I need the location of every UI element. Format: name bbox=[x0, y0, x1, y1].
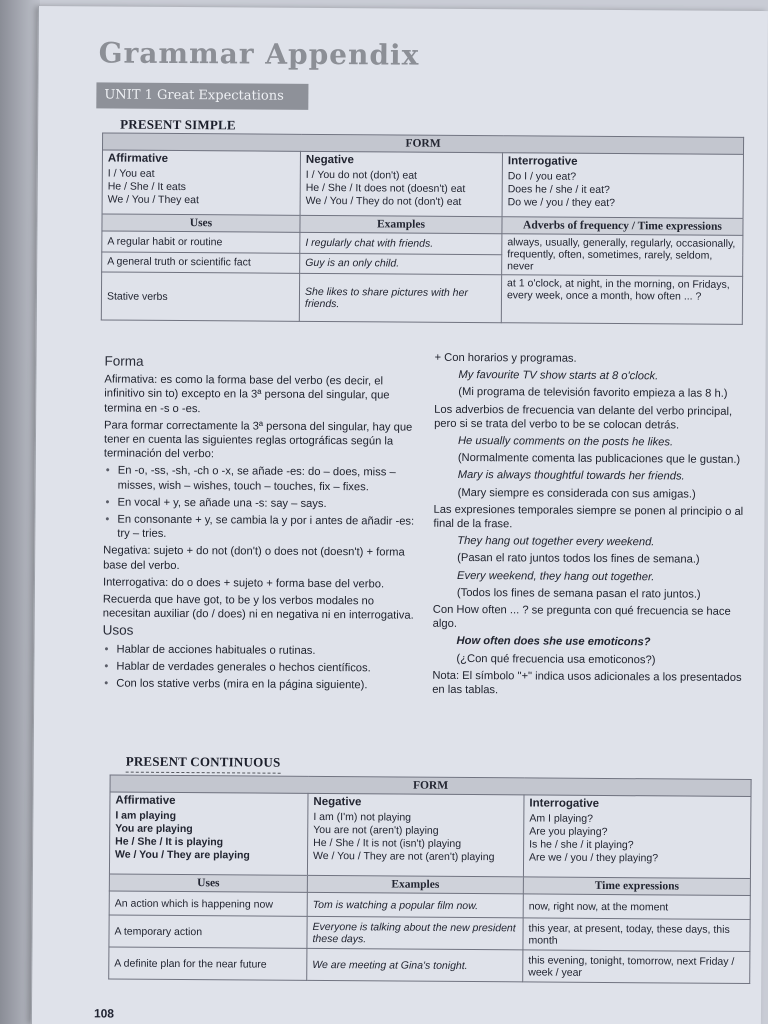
form-line: Are we / you / they playing? bbox=[529, 851, 659, 865]
present-simple-title-text: PRESENT SIMPLE bbox=[120, 116, 236, 133]
form-line: I / You do not (don't) eat bbox=[305, 168, 418, 182]
example-cell: We are meeting at Gina's tonight. bbox=[307, 948, 523, 982]
adverbs-header: Adverbs of frequency / Time expressions bbox=[502, 217, 743, 236]
paragraph: Para formar correctamente la 3ª persona del singular, hay que tener en cuenta las siguientes reglas ortográficas según la terminación del verbo: bbox=[103, 419, 413, 461]
notes-column bbox=[432, 351, 746, 702]
form-line: He / She / It does not (doesn't) eat bbox=[305, 181, 466, 195]
form-line: We / You / They eat bbox=[107, 193, 199, 207]
paragraph: Los adverbios de frecuencia van delante del verbo principal, pero si se trata del verbo to be se colocan detrás. bbox=[434, 403, 733, 432]
interrogative-label: Interrogative bbox=[507, 155, 578, 168]
example-translation: (Normalmente comenta las publicaciones que le gustan.) bbox=[457, 452, 741, 467]
form-header: FORM bbox=[110, 775, 751, 796]
form-line: He / She / It is playing bbox=[115, 835, 224, 849]
page-title: Grammar Appendix bbox=[98, 36, 420, 72]
use-cell: A regular habit or routine bbox=[102, 231, 300, 253]
rule-bullet: • En -o, -ss, -sh, -ch o -x, se añade -es: do – does, miss – misses, wish – wishes, touch – touches, fix – fixes. bbox=[104, 464, 422, 495]
paragraph: Recuerda que have got, to be y los verbos modales no necesitan auxiliar (do / does) ni en negativa ni en interrogativa. bbox=[102, 593, 414, 622]
rule-bullet: • En vocal + y, se añade una -s: say – says. bbox=[103, 495, 421, 511]
example-sentence: My favourite TV show starts at 8 o'clock. bbox=[458, 369, 659, 383]
example-sentence: How often does she use emoticons? bbox=[456, 635, 651, 649]
present-continuous-table bbox=[108, 775, 751, 984]
example-sentence: They hang out together every weekend. bbox=[457, 535, 655, 549]
paragraph: Las expresiones temporales siempre se ponen al principio o al final de la frase. bbox=[433, 503, 744, 531]
present-continuous-title bbox=[126, 754, 281, 774]
examples-header: Examples bbox=[300, 215, 502, 233]
example-translation: (Mary siempre es considerada con sus amigas.) bbox=[457, 486, 696, 501]
form-line: I am playing bbox=[115, 809, 177, 822]
form-header: FORM bbox=[102, 133, 743, 154]
negative-cell bbox=[300, 151, 502, 216]
form-line: Is he / she / it playing? bbox=[529, 838, 634, 852]
form-line: Are you playing? bbox=[529, 825, 608, 838]
page-number: 108 bbox=[93, 1006, 115, 1021]
time-cell: this evening, tonight, tomorrow, next Friday / week / year bbox=[523, 950, 750, 984]
negative-label: Negative bbox=[313, 795, 362, 809]
use-bullet: • Hablar de acciones habituales o rutinas. bbox=[102, 642, 420, 658]
book-page bbox=[31, 6, 768, 1024]
time-cell: now, right now, at the moment bbox=[523, 894, 750, 920]
forma-heading: Forma bbox=[104, 353, 144, 369]
present-simple-table bbox=[101, 132, 744, 324]
affirmative-label: Affirmative bbox=[107, 152, 169, 165]
form-line: Does he / she / it eat? bbox=[507, 183, 610, 196]
affirmative-label: Affirmative bbox=[115, 794, 176, 807]
time-cell: this year, at present, today, these days, this month bbox=[523, 918, 750, 952]
forma-column bbox=[102, 352, 422, 695]
example-cell: She likes to share pictures with her friends. bbox=[299, 273, 501, 322]
form-line: He / She / It is not (isn't) playing bbox=[313, 836, 462, 850]
interrogative-cell bbox=[523, 795, 751, 879]
example-translation: (Mi programa de televisión favorito empieza a las 8 h.) bbox=[458, 386, 728, 401]
paragraph: + Con horarios y programas. bbox=[434, 351, 577, 365]
negative-cell bbox=[307, 793, 524, 877]
negative-label: Negative bbox=[305, 153, 354, 167]
paragraph: Interrogativa: do o does + sujeto + forma base del verbo. bbox=[102, 576, 385, 591]
uses-header: Uses bbox=[109, 874, 307, 892]
form-line: Do I / you eat? bbox=[507, 170, 577, 183]
affirmative-cell bbox=[109, 792, 308, 875]
present-continuous-title-text: PRESENT CONTINUOUS bbox=[125, 753, 281, 770]
usos-heading: Usos bbox=[102, 622, 134, 639]
rule-bullet: • En consonante + y, se cambia la y por i antes de añadir -es: try – tries. bbox=[103, 513, 421, 544]
adverbs-cell: always, usually, generally, regularly, occasionally, frequently, often, sometimes, rarely, seldom, never bbox=[502, 234, 743, 277]
form-line: I am (I'm) not playing bbox=[313, 810, 412, 824]
example-sentence: Mary is always thoughtful towards her friends. bbox=[457, 469, 685, 483]
example-cell: I regularly chat with friends. bbox=[300, 232, 502, 254]
uses-header: Uses bbox=[102, 214, 300, 232]
form-line: We / You / They do not (don't) eat bbox=[305, 194, 462, 208]
form-line: Am I playing? bbox=[529, 812, 594, 825]
paragraph: Con How often ... ? se pregunta con qué frecuencia se hace algo. bbox=[432, 603, 731, 631]
interrogative-label: Interrogative bbox=[529, 797, 600, 810]
form-line: Do we / you / they eat? bbox=[507, 196, 616, 210]
example-cell: Everyone is talking about the new president these days. bbox=[307, 916, 523, 950]
example-translation: (Todos los fines de semana pasan el rato juntos.) bbox=[456, 586, 701, 601]
use-bullet: • Con los stative verbs (mira en la página siguiente). bbox=[102, 677, 420, 693]
example-sentence: Every weekend, they hang out together. bbox=[456, 569, 655, 583]
examples-header: Examples bbox=[307, 875, 523, 894]
use-cell: An action which is happening now bbox=[109, 891, 307, 916]
interrogative-cell bbox=[502, 153, 743, 219]
title-underline bbox=[126, 772, 281, 774]
example-sentence: He usually comments on the posts he likes. bbox=[457, 434, 674, 449]
form-line: You are playing bbox=[115, 822, 193, 836]
time-expressions-header: Time expressions bbox=[523, 877, 750, 896]
affirmative-cell bbox=[102, 150, 300, 215]
paragraph: Negativa: sujeto + do not (don't) o does not (doesn't) + forma base del verbo. bbox=[103, 544, 405, 572]
form-line: He / She / It eats bbox=[107, 180, 187, 194]
use-cell: Stative verbs bbox=[101, 272, 299, 321]
form-line: You are not (aren't) playing bbox=[313, 823, 439, 837]
time-expressions-cell: at 1 o'clock, at night, in the morning, on Fridays, every week, once a month, how often ... ? bbox=[501, 275, 742, 325]
paragraph: Afirmativa: es como la forma base del verbo (es decir, el infinitivo sin to) excepto en la 3ª persona del singular, que termina en -s o -es. bbox=[104, 373, 390, 415]
example-translation: (Pasan el rato juntos todos los fines de semana.) bbox=[457, 552, 700, 567]
example-cell: Tom is watching a popular film now. bbox=[307, 892, 523, 918]
form-line: We / You / They are not (aren't) playing bbox=[313, 849, 495, 864]
form-line: I / You eat bbox=[107, 167, 155, 180]
note-paragraph: Nota: El símbolo "+" indica usos adicionales a los presentados en las tablas. bbox=[432, 669, 742, 697]
example-translation: (¿Con qué frecuencia usa emoticonos?) bbox=[456, 652, 656, 666]
form-line: We / You / They are playing bbox=[115, 848, 250, 862]
use-cell: A general truth or scientific fact bbox=[102, 251, 300, 273]
example-cell: Guy is an only child. bbox=[300, 253, 502, 275]
unit-banner: UNIT 1 Great Expectations bbox=[96, 82, 308, 109]
use-bullet: • Hablar de verdades generales o hechos científicos. bbox=[102, 659, 420, 675]
use-cell: A definite plan for the near future bbox=[109, 947, 307, 980]
use-cell: A temporary action bbox=[109, 915, 307, 948]
